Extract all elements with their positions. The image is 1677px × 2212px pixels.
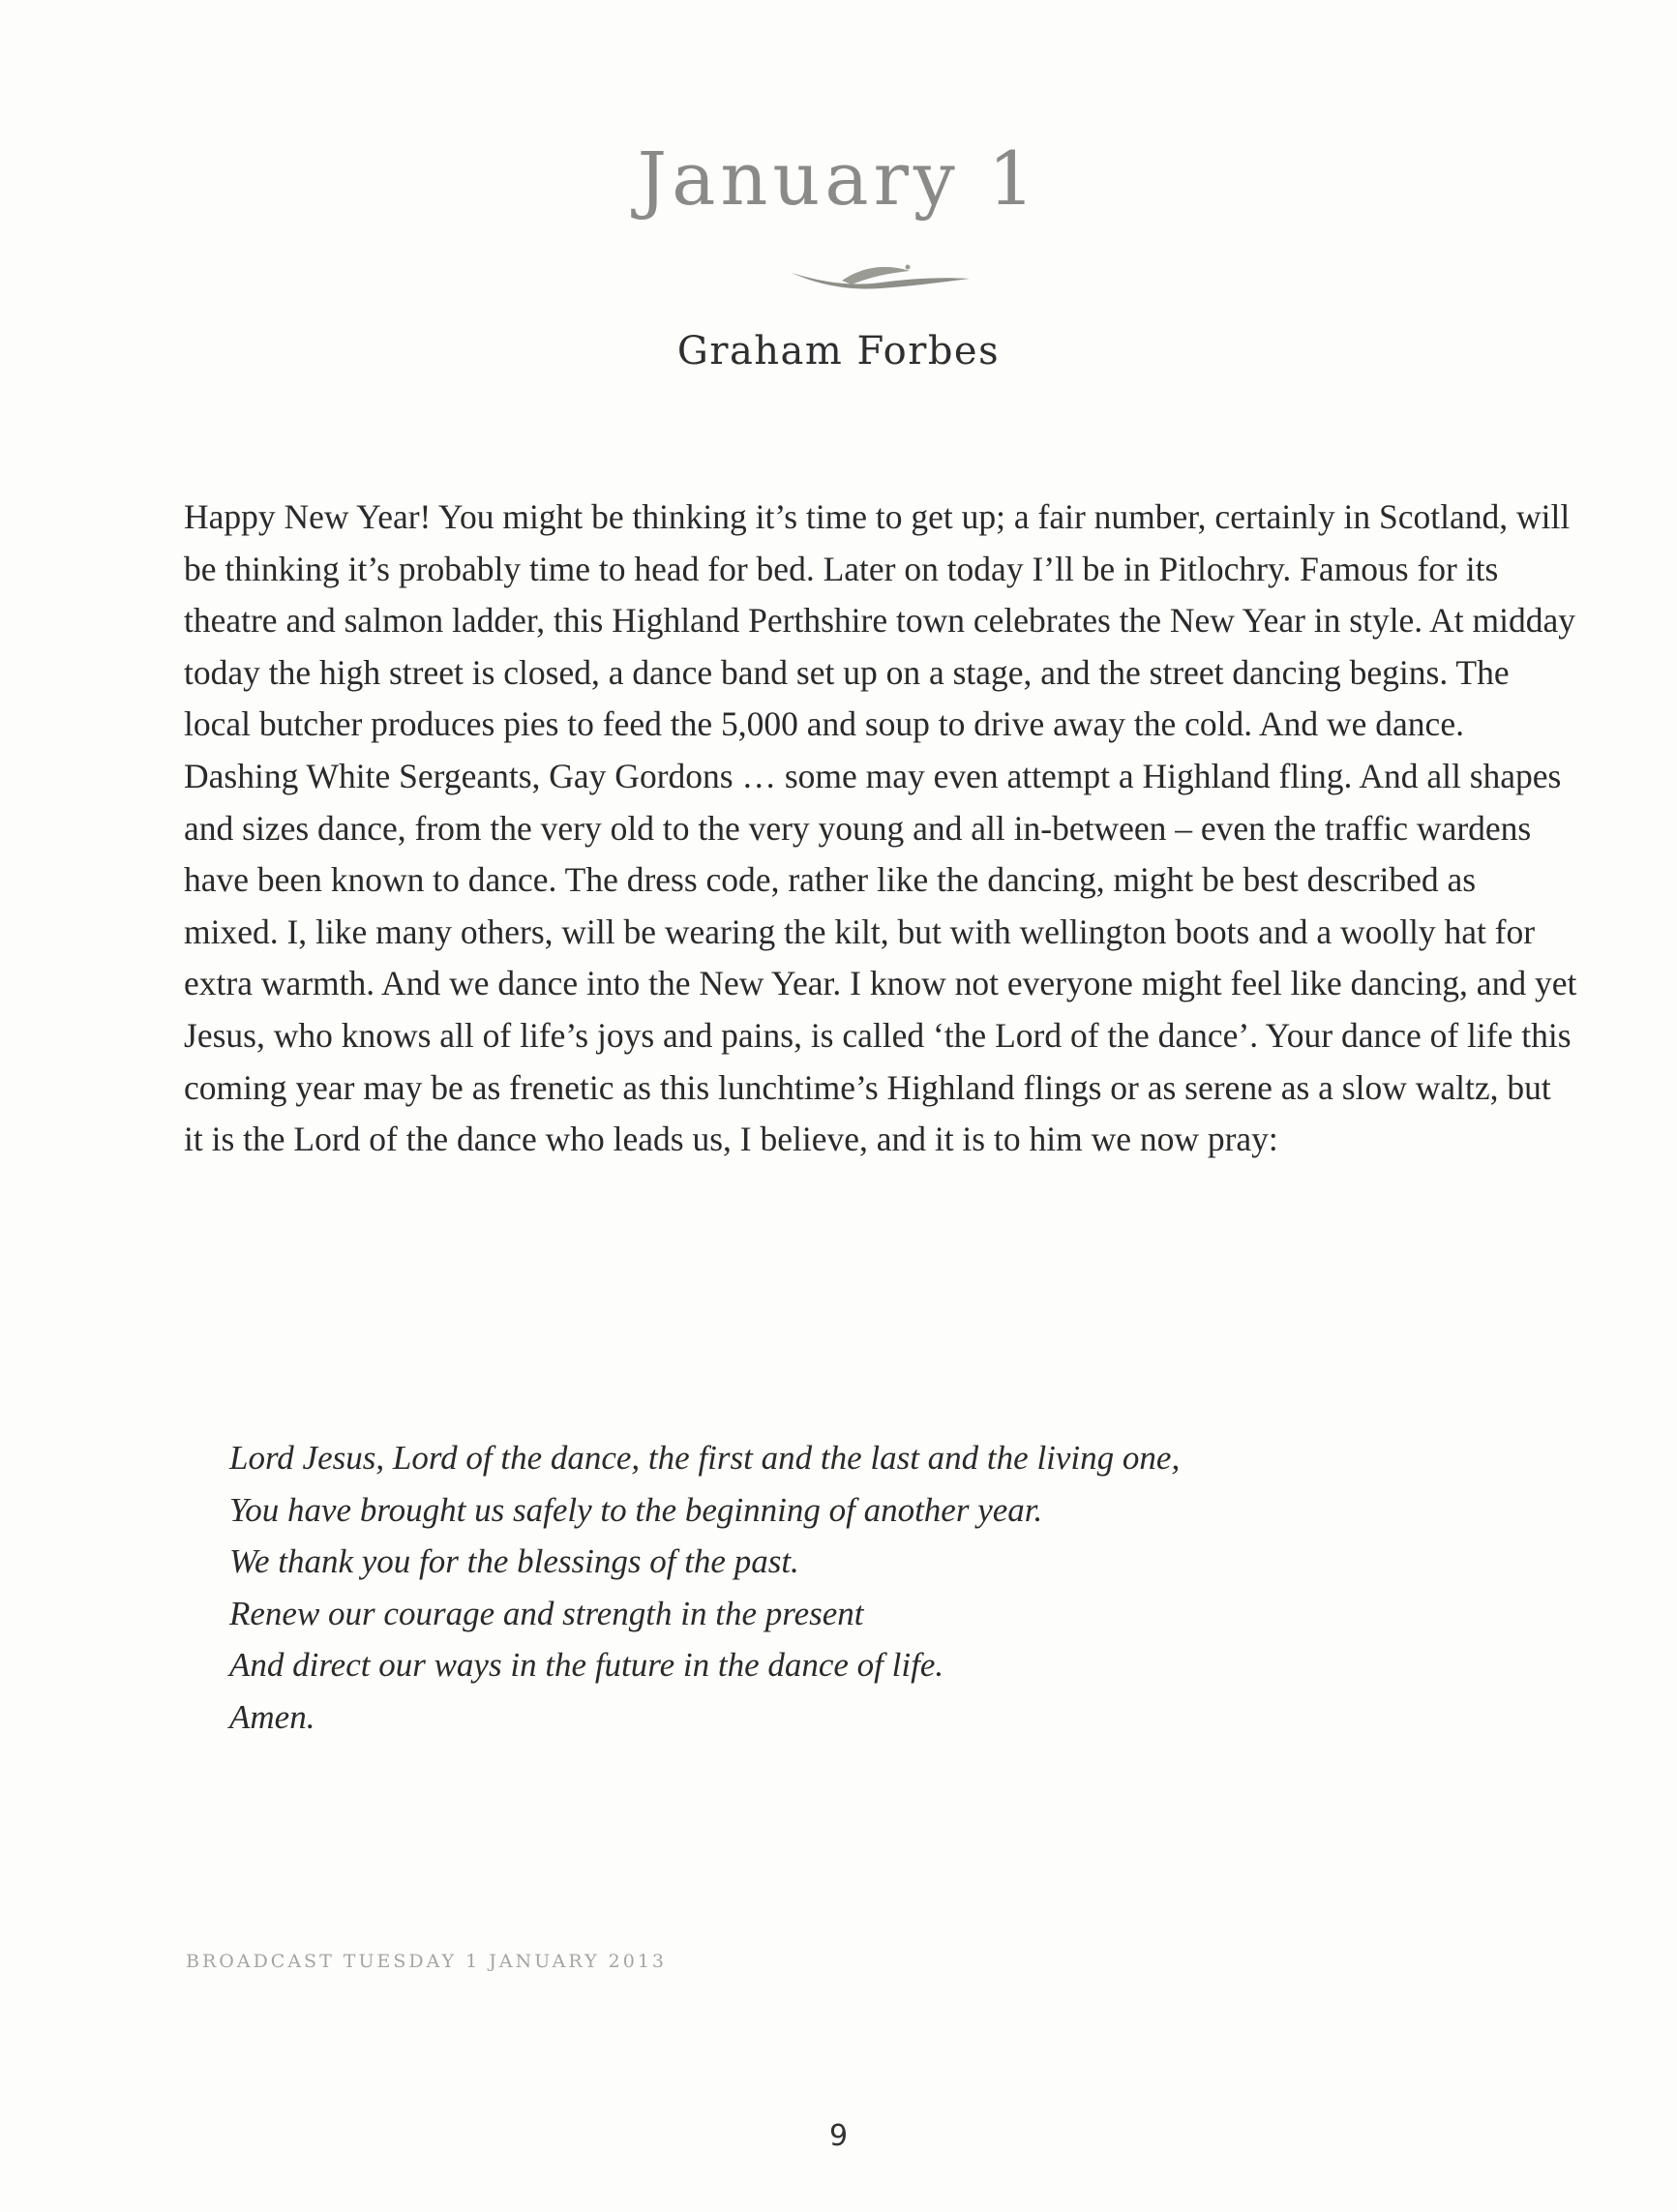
page-number: 9 — [828, 2119, 849, 2153]
prayer-line: And direct our ways in the future in the dance of life. — [229, 1646, 944, 1685]
prayer-line: Renew our courage and strength in the present — [229, 1594, 864, 1632]
broadcast-note: BROADCAST TUESDAY 1 JANUARY 2013 — [186, 1951, 668, 1972]
prayer — [229, 1432, 1391, 1744]
prayer-line: You have brought us safely to the beginning of another year. — [229, 1490, 1043, 1529]
date-title: January 1 — [637, 135, 1040, 222]
prayer-line: Amen. — [229, 1697, 315, 1736]
leaf-flourish-icon — [784, 254, 977, 302]
body-paragraph: Happy New Year! You might be thinking it’s time to get up; a fair number, certainly in Scotland, will be thinking it’s probably time to head for bed. Later on today I’ll be in Pitlochry. Famous for its theatre and salmon ladder, this Highland Perthshire town celebrates the New Year in style. At midday today the high street is closed, a dance band set up on a stage, and the street dancing begins. The local butcher produces pies to feed the 5,000 and soup to drive away the cold. And we dance. Dashing White Sergeants, Gay Gordons … some may even attempt a Highland fling. And all shapes and sizes dance, from the very old to the very young and all in-between – even the traffic wardens have been known to dance. The dress code, rather like the dancing, might be best described as mixed. I, like many others, will be wearing the kilt, but with wellington boots and a woolly hat for extra warmth. And we dance into the New Year. I know not everyone might feel like dancing, and yet Jesus, who knows all of life’s joys and pains, is called ‘the Lord of the dance’. Your dance of life this coming year may be as frenetic as this lunchtime’s Highland flings or as serene as a slow waltz, but it is the Lord of the dance who leads us, I believe, and it is to him we now pray: — [184, 497, 1577, 1159]
prayer-line: Lord Jesus, Lord of the dance, the first and the last and the living one, — [229, 1439, 1181, 1477]
prayer-line: We thank you for the blessings of the past. — [229, 1542, 799, 1581]
author-name: Graham Forbes — [676, 329, 1001, 374]
